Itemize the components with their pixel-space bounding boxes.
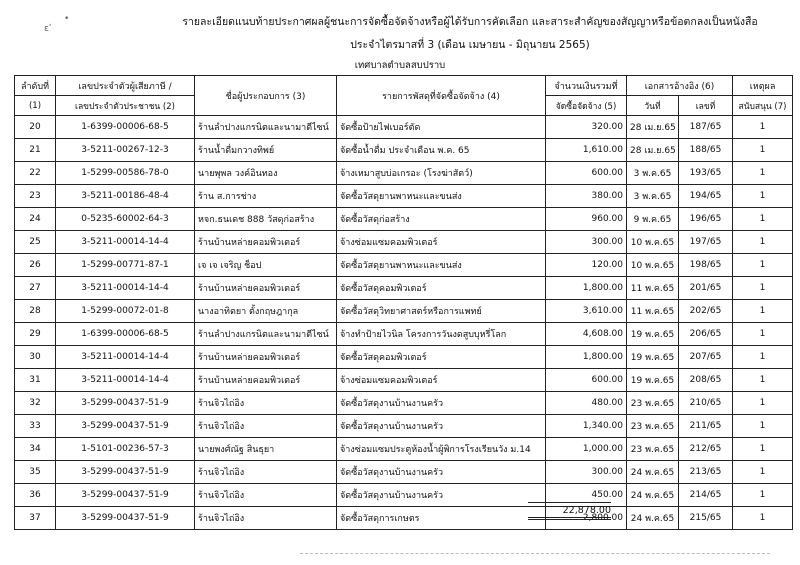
col-taxid-subheader: เลขประจำตัวประชาชน (2) <box>56 96 195 116</box>
cell-taxid: 3-5211-00014-14-4 <box>56 369 195 392</box>
cell-amount: 1,800.00 <box>546 277 627 300</box>
cell-reason: 1 <box>733 346 793 369</box>
cell-amount: 2,800.00 <box>546 507 627 530</box>
footer-faint-line <box>300 553 770 554</box>
table-row <box>15 415 793 438</box>
procurement-table <box>14 75 793 530</box>
cell-no: 24 <box>15 208 56 231</box>
table-row <box>15 277 793 300</box>
cell-date: 9 พ.ค.65 <box>627 208 679 231</box>
cell-refno: 210/65 <box>679 392 733 415</box>
cell-date: 28 เม.ย.65 <box>627 116 679 139</box>
col-amount-subheader: จัดซื้อจัดจ้าง (5) <box>546 96 627 116</box>
cell-vendor: ร้านบ้านหล่ายคอมพิวเตอร์ <box>195 231 337 254</box>
cell-item: จัดซื้อวัสดุยานพาหนะและขนส่ง <box>337 254 546 277</box>
cell-vendor: หจก.ธนเดช 888 วัสดุก่อสร้าง <box>195 208 337 231</box>
cell-no: 30 <box>15 346 56 369</box>
cell-vendor: เจ เจ เจริญ ช็อป <box>195 254 337 277</box>
cell-date: 10 พ.ค.65 <box>627 254 679 277</box>
cell-taxid: 3-5211-00186-48-4 <box>56 185 195 208</box>
cell-date: 24 พ.ค.65 <box>627 461 679 484</box>
col-date-header: วันที่ <box>627 96 679 116</box>
cell-taxid: 1-5299-00072-01-8 <box>56 300 195 323</box>
cell-item: จ้างทำป้ายไวนิล โครงการวันงดสูบบุหรี่โลก <box>337 323 546 346</box>
cell-reason: 1 <box>733 415 793 438</box>
cell-taxid: 3-5211-00014-14-4 <box>56 231 195 254</box>
cell-amount: 450.00 <box>546 484 627 507</box>
table-row <box>15 323 793 346</box>
table-row <box>15 438 793 461</box>
cell-item: จัดซื้อวัสดุงานบ้านงานครัว <box>337 392 546 415</box>
cell-refno: 215/65 <box>679 507 733 530</box>
cell-taxid: 3-5299-00437-51-9 <box>56 415 195 438</box>
table-row <box>15 208 793 231</box>
cell-taxid: 3-5299-00437-51-9 <box>56 392 195 415</box>
table-row <box>15 369 793 392</box>
cell-taxid: 0-5235-60002-64-3 <box>56 208 195 231</box>
table-row <box>15 461 793 484</box>
cell-date: 10 พ.ค.65 <box>627 231 679 254</box>
cell-taxid: 3-5299-00437-51-9 <box>56 507 195 530</box>
cell-date: 19 พ.ค.65 <box>627 369 679 392</box>
table-row <box>15 116 793 139</box>
cell-vendor: ร้านจิวไถ่อิง <box>195 461 337 484</box>
cell-refno: 206/65 <box>679 323 733 346</box>
cell-refno: 207/65 <box>679 346 733 369</box>
cell-refno: 198/65 <box>679 254 733 277</box>
cell-no: 34 <box>15 438 56 461</box>
cell-item: จัดซื้อวัสดุงานบ้านงานครัว <box>337 415 546 438</box>
cell-no: 32 <box>15 392 56 415</box>
col-amount-header: จำนวนเงินรวมที่ <box>546 76 627 96</box>
cell-date: 3 พ.ค.65 <box>627 162 679 185</box>
cell-vendor: ร้านจิวไถ่อิง <box>195 484 337 507</box>
cell-amount: 300.00 <box>546 461 627 484</box>
cell-item: จัดซื้อวัสดุการเกษตร <box>337 507 546 530</box>
cell-item: จัดซื้อวัสดุงานบ้านงานครัว <box>337 461 546 484</box>
cell-date: 3 พ.ค.65 <box>627 185 679 208</box>
cell-amount: 1,000.00 <box>546 438 627 461</box>
cell-refno: 193/65 <box>679 162 733 185</box>
cell-refno: 214/65 <box>679 484 733 507</box>
cell-reason: 1 <box>733 484 793 507</box>
cell-no: 35 <box>15 461 56 484</box>
cell-reason: 1 <box>733 323 793 346</box>
cell-amount: 480.00 <box>546 392 627 415</box>
cell-amount: 1,340.00 <box>546 415 627 438</box>
cell-taxid: 3-5299-00437-51-9 <box>56 484 195 507</box>
col-no-header: ลำดับที่ <box>15 76 56 96</box>
cell-no: 22 <box>15 162 56 185</box>
cell-date: 23 พ.ค.65 <box>627 438 679 461</box>
cell-reason: 1 <box>733 254 793 277</box>
cell-taxid: 1-6399-00006-68-5 <box>56 323 195 346</box>
cell-vendor: ร้านบ้านหล่ายคอมพิวเตอร์ <box>195 369 337 392</box>
margin-mark-dot: • <box>64 14 70 24</box>
cell-amount: 120.00 <box>546 254 627 277</box>
cell-reason: 1 <box>733 139 793 162</box>
cell-no: 28 <box>15 300 56 323</box>
cell-vendor: ร้านบ้านหล่ายคอมพิวเตอร์ <box>195 277 337 300</box>
cell-no: 33 <box>15 415 56 438</box>
cell-amount: 320.00 <box>546 116 627 139</box>
cell-no: 29 <box>15 323 56 346</box>
cell-item: จัดซื้อป้ายไฟเบอร์ตัด <box>337 116 546 139</box>
col-item-header: รายการพัสดุที่จัดซื้อจัดจ้าง (4) <box>337 76 546 116</box>
cell-amount: 300.00 <box>546 231 627 254</box>
cell-vendor: นายพุพล วงค์อินทอง <box>195 162 337 185</box>
cell-taxid: 3-5211-00014-14-4 <box>56 346 195 369</box>
col-reason-subheader: สนับสนุน (7) <box>733 96 793 116</box>
cell-item: จ้างซ่อมแซมคอมพิวเตอร์ <box>337 369 546 392</box>
cell-vendor: ร้านจิวไถ่อิง <box>195 415 337 438</box>
col-ref-header: เอกสารอ้างอิง (6) <box>627 76 733 96</box>
cell-date: 11 พ.ค.65 <box>627 277 679 300</box>
cell-amount: 960.00 <box>546 208 627 231</box>
cell-amount: 3,610.00 <box>546 300 627 323</box>
cell-no: 20 <box>15 116 56 139</box>
table-row <box>15 300 793 323</box>
cell-no: 25 <box>15 231 56 254</box>
cell-reason: 1 <box>733 208 793 231</box>
table-body <box>15 116 793 530</box>
cell-no: 31 <box>15 369 56 392</box>
cell-taxid: 1-5299-00771-87-1 <box>56 254 195 277</box>
col-taxid-header: เลขประจำตัวผู้เสียภาษี / <box>56 76 195 96</box>
cell-amount: 1,800.00 <box>546 346 627 369</box>
cell-no: 23 <box>15 185 56 208</box>
cell-refno: 211/65 <box>679 415 733 438</box>
grand-total: 22,878.00 <box>528 505 611 520</box>
margin-mark-scribble: ɛʹ <box>44 24 52 34</box>
cell-reason: 1 <box>733 277 793 300</box>
cell-no: 26 <box>15 254 56 277</box>
col-no-subheader: (1) <box>15 96 56 116</box>
cell-reason: 1 <box>733 300 793 323</box>
cell-refno: 208/65 <box>679 369 733 392</box>
cell-reason: 1 <box>733 369 793 392</box>
table-row <box>15 484 793 507</box>
cell-item: จ้างเหมาสูบบ่อเกรอะ (โรงฆ่าสัตว์) <box>337 162 546 185</box>
cell-refno: 197/65 <box>679 231 733 254</box>
col-refno-header: เลขที่ <box>679 96 733 116</box>
cell-taxid: 1-5299-00586-78-0 <box>56 162 195 185</box>
cell-vendor: ร้านน้ำดื่มกวางทิพย์ <box>195 139 337 162</box>
col-reason-header: เหตุผล <box>733 76 793 96</box>
cell-item: จัดซื้อวัสดุคอมพิวเตอร์ <box>337 346 546 369</box>
cell-date: 24 พ.ค.65 <box>627 507 679 530</box>
cell-date: 23 พ.ค.65 <box>627 392 679 415</box>
cell-item: จัดซื้อวัสดุยานพาหนะและขนส่ง <box>337 185 546 208</box>
document-title: รายละเอียดแนบท้ายประกาศผลผู้ชนะการจัดซื้อจัดจ้างหรือผู้ได้รับการคัดเลือก และสาระสำคัญของสัญญาหรือข้อตกลงเป็นหนังสือ <box>182 16 758 28</box>
cell-amount: 380.00 <box>546 185 627 208</box>
table-row <box>15 254 793 277</box>
cell-vendor: ร้านจิวไถ่อิง <box>195 507 337 530</box>
table-row <box>15 139 793 162</box>
cell-item: จัดซื้อน้ำดื่ม ประจำเดือน พ.ค. 65 <box>337 139 546 162</box>
cell-refno: 212/65 <box>679 438 733 461</box>
cell-taxid: 1-5101-00236-57-3 <box>56 438 195 461</box>
cell-refno: 194/65 <box>679 185 733 208</box>
cell-refno: 187/65 <box>679 116 733 139</box>
cell-refno: 202/65 <box>679 300 733 323</box>
table-row <box>15 346 793 369</box>
cell-refno: 213/65 <box>679 461 733 484</box>
cell-date: 19 พ.ค.65 <box>627 346 679 369</box>
cell-vendor: ร้านลำปางแกรนิตและนามาตีไซน์ <box>195 116 337 139</box>
cell-no: 21 <box>15 139 56 162</box>
cell-item: จัดซื้อวัสดุก่อสร้าง <box>337 208 546 231</box>
cell-reason: 1 <box>733 461 793 484</box>
cell-refno: 201/65 <box>679 277 733 300</box>
table-row <box>15 162 793 185</box>
document-period: ประจำไตรมาสที่ 3 (เดือน เมษายน - มิถุนายน 2565) <box>350 39 590 51</box>
document-organization: เทศบาลตำบลสบปราบ <box>354 60 446 71</box>
cell-vendor: ร้านลำปางแกรนิตและนามาตีไซน์ <box>195 323 337 346</box>
cell-no: 36 <box>15 484 56 507</box>
cell-taxid: 3-5211-00014-14-4 <box>56 277 195 300</box>
cell-item: จัดซื้อวัสดุวิทยาศาสตร์หรือการแพทย์ <box>337 300 546 323</box>
cell-amount: 600.00 <box>546 162 627 185</box>
col-vendor-header: ชื่อผู้ประกอบการ (3) <box>195 76 337 116</box>
table-header <box>15 76 793 116</box>
cell-vendor: ร้าน ส.การช่าง <box>195 185 337 208</box>
table-row <box>15 392 793 415</box>
table-row <box>15 185 793 208</box>
cell-amount: 600.00 <box>546 369 627 392</box>
cell-amount: 1,610.00 <box>546 139 627 162</box>
cell-reason: 1 <box>733 162 793 185</box>
cell-date: 28 เม.ย.65 <box>627 139 679 162</box>
cell-refno: 188/65 <box>679 139 733 162</box>
cell-reason: 1 <box>733 507 793 530</box>
cell-vendor: ร้านจิวไถ่อิง <box>195 392 337 415</box>
cell-reason: 1 <box>733 185 793 208</box>
cell-date: 19 พ.ค.65 <box>627 323 679 346</box>
cell-item: จ้างซ่อมแซมคอมพิวเตอร์ <box>337 231 546 254</box>
cell-taxid: 3-5299-00437-51-9 <box>56 461 195 484</box>
cell-reason: 1 <box>733 116 793 139</box>
cell-reason: 1 <box>733 392 793 415</box>
cell-reason: 1 <box>733 438 793 461</box>
cell-item: จ้างซ่อมแซมประตูห้องน้ำผู้พิการโรงเรียนวัง ม.14 <box>337 438 546 461</box>
cell-date: 24 พ.ค.65 <box>627 484 679 507</box>
cell-taxid: 3-5211-00267-12-3 <box>56 139 195 162</box>
cell-vendor: นายพงศ์ณัฐ สินธุยา <box>195 438 337 461</box>
cell-date: 23 พ.ค.65 <box>627 415 679 438</box>
cell-vendor: นางอาทิตยา ตั้งกฤษฎากุล <box>195 300 337 323</box>
cell-item: จัดซื้อวัสดุงานบ้านงานครัว <box>337 484 546 507</box>
cell-vendor: ร้านบ้านหล่ายคอมพิวเตอร์ <box>195 346 337 369</box>
cell-refno: 196/65 <box>679 208 733 231</box>
total-top-rule <box>528 502 611 503</box>
table-row <box>15 507 793 530</box>
cell-reason: 1 <box>733 231 793 254</box>
cell-item: จัดซื้อวัสดุคอมพิวเตอร์ <box>337 277 546 300</box>
cell-no: 27 <box>15 277 56 300</box>
cell-date: 11 พ.ค.65 <box>627 300 679 323</box>
table-row <box>15 231 793 254</box>
cell-no: 37 <box>15 507 56 530</box>
cell-taxid: 1-6399-00006-68-5 <box>56 116 195 139</box>
cell-amount: 4,608.00 <box>546 323 627 346</box>
